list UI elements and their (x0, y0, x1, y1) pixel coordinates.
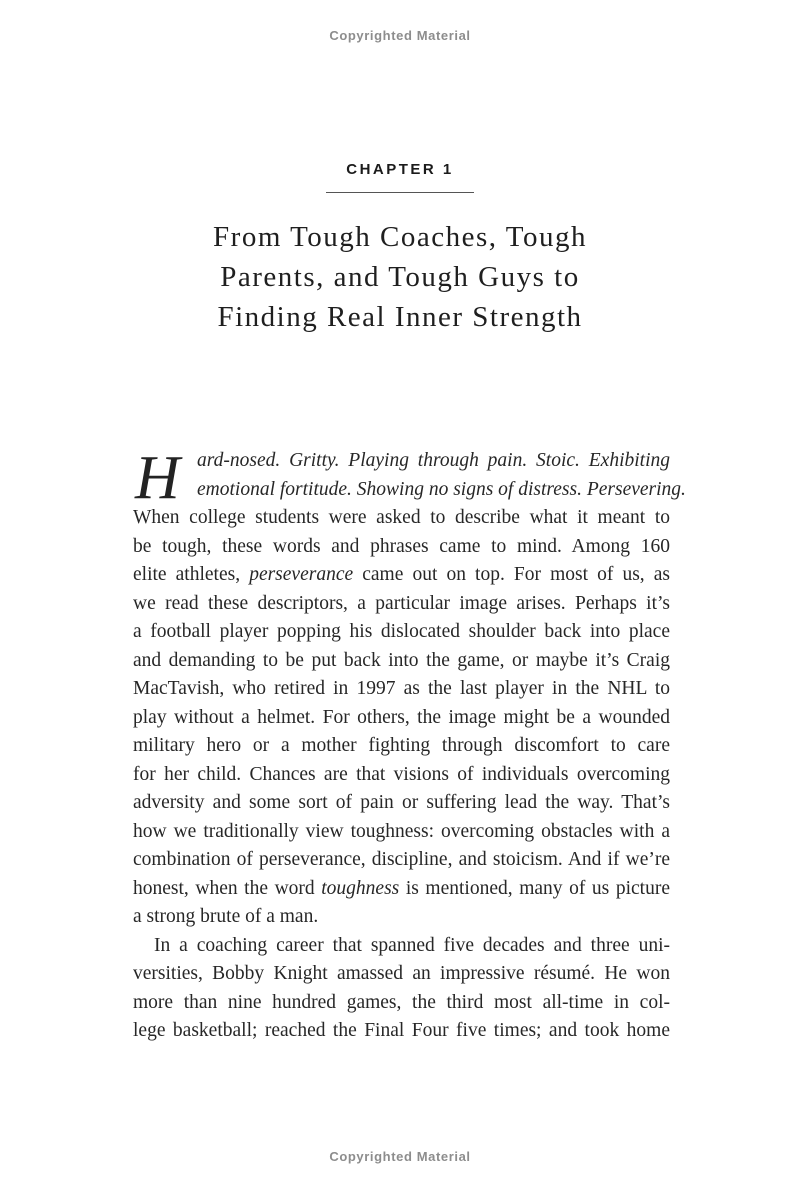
text-segment: military hero or a mother fighting through discomfort to care (133, 735, 670, 756)
text-line (133, 504, 670, 533)
text-segment: adversity and some sort of pain or suffering lead the way. That’s (133, 792, 670, 813)
paragraph-second (133, 932, 670, 1046)
text-line (133, 675, 670, 704)
text-segment: is mentioned, many of us picture (399, 877, 670, 899)
text-line (133, 447, 670, 476)
copyright-notice-bottom: Copyrighted Material (329, 1149, 471, 1164)
emphasized-text: ard-nosed. Gritty. Playing through pain. Stoic. Exhibiting (197, 450, 670, 471)
chapter-title (0, 217, 800, 337)
text-line (133, 875, 670, 904)
text-segment: elite athletes, (133, 564, 250, 585)
text-segment: combination of perseverance, discipline, and stoicism. And if we’re (133, 849, 670, 870)
chapter-title-line: Parents, and Tough Guys to (220, 261, 580, 293)
chapter-title-line: From Tough Coaches, Tough (213, 221, 587, 253)
text-segment: came out on top. For most of us, as (353, 564, 671, 585)
text-line (133, 989, 670, 1018)
text-segment: In a coaching career that spanned five decades and three uni- (154, 934, 670, 956)
text-line (133, 704, 670, 733)
text-line (133, 761, 670, 790)
text-segment: play without a helmet. For others, the image might be a wounded (133, 706, 670, 728)
text-line (133, 846, 670, 875)
text-segment: for her child. Chances are that visions of individuals overcoming (133, 763, 670, 785)
text-segment: a strong brute of a man. (133, 906, 319, 927)
text-segment: honest, when the word (133, 877, 322, 899)
text-line (133, 647, 670, 676)
text-line (133, 618, 670, 647)
text-line (133, 960, 670, 989)
copyright-notice-top: Copyrighted Material (329, 28, 471, 43)
text-segment: a football player popping his dislocated shoulder back into place (133, 621, 670, 642)
text-segment: lege basketball; reached the Final Four five times; and took home (133, 1020, 670, 1041)
text-line (133, 932, 670, 961)
paragraph-opening (133, 444, 686, 932)
text-line (133, 1017, 670, 1046)
text-segment: When college students were asked to describe what it meant to (133, 507, 670, 528)
emphasized-text: emotional fortitude. Showing no signs of distress. Persevering. (197, 478, 686, 500)
text-segment: versities, Bobby Knight amassed an impressive résumé. He won (133, 963, 670, 984)
drop-cap: H (135, 444, 180, 512)
text-line (133, 476, 686, 505)
text-line (133, 561, 670, 590)
text-line (133, 590, 670, 619)
chapter-title-line: Finding Real Inner Strength (217, 301, 583, 333)
chapter-divider-rule (326, 192, 474, 193)
text-line (133, 818, 670, 847)
text-segment: we read these descriptors, a particular image arises. Perhaps it’s (133, 592, 670, 614)
text-line (133, 533, 670, 562)
text-segment: how we traditionally view toughness: overcoming obstacles with a (133, 820, 670, 842)
emphasized-text: toughness (321, 877, 400, 899)
emphasized-text: perseverance (249, 564, 354, 585)
text-line (133, 903, 670, 932)
text-line (133, 789, 670, 818)
text-segment: MacTavish, who retired in 1997 as the last player in the NHL to (133, 678, 670, 699)
body-text (133, 444, 686, 1046)
chapter-label: CHAPTER 1 (346, 161, 454, 178)
text-segment: and demanding to be put back into the game, or maybe it’s Craig (133, 649, 670, 671)
text-segment: more than nine hundred games, the third most all-time in col- (133, 991, 670, 1013)
text-segment: be tough, these words and phrases came to mind. Among 160 (133, 535, 670, 557)
text-line (133, 732, 670, 761)
